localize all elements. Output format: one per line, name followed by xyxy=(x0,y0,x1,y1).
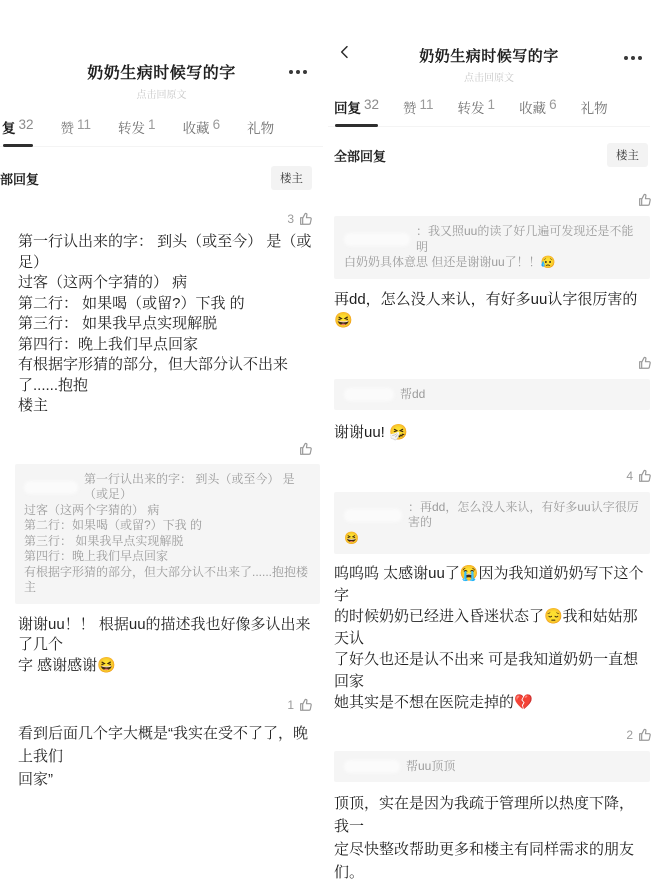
comment-line: 楼主 xyxy=(18,396,319,417)
comment-line: 谢谢uu！！ 根据uu的描述我也好像多认出来了几个 xyxy=(18,615,319,656)
back-to-post-link[interactable]: 点击回原文 xyxy=(328,69,650,84)
tab-count: 11 xyxy=(420,97,434,117)
comment-line: 顶顶，实在是因为我疏于管理所以热度下降，我一 xyxy=(334,792,648,838)
tab-label: 转发 xyxy=(458,97,485,117)
like-button[interactable] xyxy=(328,468,653,484)
tab-count: 1 xyxy=(488,97,496,117)
tab-count: 32 xyxy=(364,97,379,117)
more-icon[interactable] xyxy=(624,56,642,60)
quote-line: 有根据字形猜的部分，但大部分认不出来了......抱抱楼主 xyxy=(24,565,311,596)
comment xyxy=(0,211,323,417)
comment-line: 过客（这两个字猜的） 病 xyxy=(18,273,319,294)
quote-line: 😆 xyxy=(344,531,640,547)
like-count: 4 xyxy=(626,469,633,483)
like-count: 2 xyxy=(626,728,633,742)
blurred-username xyxy=(344,388,394,401)
blurred-username xyxy=(344,233,410,246)
tab-label: 礼物 xyxy=(247,117,274,137)
tab-replies[interactable] xyxy=(334,97,379,126)
comment-line: 第一行认出来的字： 到头（或至今） 是（或足） xyxy=(18,232,319,273)
thumbs-up-icon xyxy=(637,727,653,743)
owner-filter-badge[interactable]: 楼主 xyxy=(271,166,312,190)
comment-line: 字 感谢感谢😆 xyxy=(18,656,319,677)
tab-count: 11 xyxy=(77,117,91,137)
tab-likes[interactable] xyxy=(61,117,92,146)
more-icon[interactable] xyxy=(289,70,307,74)
like-button[interactable] xyxy=(0,211,323,227)
like-button[interactable] xyxy=(328,727,653,743)
tab-reposts[interactable] xyxy=(458,97,496,126)
like-button[interactable] xyxy=(328,192,653,208)
thumbs-up-icon xyxy=(637,192,653,208)
quote-line: 第三行： 如果我早点实现解脱 xyxy=(24,534,311,550)
quote-line: 帮dd xyxy=(400,387,425,403)
comment-line: 谢谢uu! 🤧 xyxy=(334,422,648,444)
comment-line: 她其实是不想在医院走掉的💔 xyxy=(334,692,648,714)
tab-label: 赞 xyxy=(61,117,75,137)
tab-gifts[interactable] xyxy=(247,117,277,146)
tab-label: 复 xyxy=(2,117,16,137)
comment-line: 的时候奶奶已经进入昏迷状态了😔我和姑姑那天认 xyxy=(334,606,648,649)
tab-count: 32 xyxy=(19,117,34,137)
quote-line: 帮uu顶顶 xyxy=(406,759,455,775)
blurred-username xyxy=(344,509,402,522)
comment-text xyxy=(0,722,323,791)
tab-label: 礼物 xyxy=(581,97,608,117)
all-replies-label: 全部回复 xyxy=(334,146,386,165)
back-icon[interactable] xyxy=(337,44,353,60)
like-count: 1 xyxy=(287,698,294,712)
tab-count: 1 xyxy=(148,117,156,137)
comment xyxy=(328,727,650,884)
comment-line: 第三行： 如果我早点实现解脱 xyxy=(18,314,319,335)
like-count: 3 xyxy=(287,212,294,226)
tab-favorites[interactable] xyxy=(519,97,557,126)
tab-reposts[interactable] xyxy=(118,117,156,146)
quote-line: ：我又照uu的读了好几遍可发现还是不能明 xyxy=(416,224,640,255)
tab-label: 赞 xyxy=(403,97,417,117)
comment xyxy=(328,192,650,332)
like-button[interactable] xyxy=(328,355,653,371)
left-screenshot-panel xyxy=(0,0,323,650)
like-button[interactable] xyxy=(0,441,323,457)
comment xyxy=(0,697,323,791)
quoted-comment[interactable] xyxy=(334,216,650,279)
comment-text xyxy=(328,792,650,884)
comment-line: 看到后面几个字大概是“我实在受不了了，晚上我们 xyxy=(18,722,319,768)
quote-line: 第一行认出来的字： 到头（或至今） 是（或足） xyxy=(84,472,311,503)
tab-label: 转发 xyxy=(118,117,145,137)
left-header xyxy=(0,0,323,101)
comment-line: 再dd，怎么没人来认，有好多uu认字很厉害的😆 xyxy=(334,289,648,332)
owner-filter-badge[interactable]: 楼主 xyxy=(607,143,648,167)
thumbs-up-icon xyxy=(298,211,314,227)
quoted-comment[interactable] xyxy=(334,751,650,783)
quote-line: 过客（这两个字猜的） 病 xyxy=(24,503,311,519)
quoted-comment[interactable] xyxy=(15,464,320,604)
comment-line: 回家” xyxy=(18,768,319,791)
all-replies-row xyxy=(0,166,323,190)
comment xyxy=(328,355,650,444)
tab-likes[interactable] xyxy=(403,97,434,126)
comment-text xyxy=(0,615,323,677)
quote-line: 白奶奶具体意思 但还是谢谢uu了！！😥 xyxy=(344,255,640,271)
tab-replies[interactable] xyxy=(2,117,34,146)
page-title: 奶奶生病时候写的字 xyxy=(328,45,650,66)
quote-line: 第二行：如果喝（或留?）下我 的 xyxy=(24,518,311,534)
comment-line: 定尽快整改帮助更多和楼主有同样需求的朋友们。 xyxy=(334,838,648,884)
page-title: 奶奶生病时候写的字 xyxy=(0,60,323,83)
blurred-username xyxy=(24,481,78,494)
like-button[interactable] xyxy=(0,697,323,713)
tab-count: 6 xyxy=(549,97,557,117)
tab-gifts[interactable] xyxy=(581,97,611,126)
blurred-username xyxy=(344,760,400,773)
thumbs-up-icon xyxy=(637,468,653,484)
tab-label: 收藏 xyxy=(519,97,546,117)
comment-text xyxy=(0,232,323,417)
back-to-post-link[interactable]: 点击回原文 xyxy=(0,86,323,101)
tab-count: 6 xyxy=(213,117,221,137)
all-replies-label: 部回复 xyxy=(0,169,39,188)
all-replies-row xyxy=(328,143,650,167)
comment-text xyxy=(328,563,650,714)
comment xyxy=(0,441,323,677)
comment-line: 有根据字形猜的部分，但大部分认不出来了......抱抱 xyxy=(18,355,319,396)
quote-line: 第四行：晚上我们早点回家 xyxy=(24,549,311,565)
quoted-comment[interactable] xyxy=(334,492,650,555)
tab-label: 回复 xyxy=(334,97,361,117)
tab-label: 收藏 xyxy=(183,117,210,137)
tab-bar xyxy=(328,97,650,127)
comment-line: 第四行：晚上我们早点回家 xyxy=(18,335,319,356)
thumbs-up-icon xyxy=(637,355,653,371)
comment-line: 第二行： 如果喝（或留?）下我 的 xyxy=(18,294,319,315)
comment-line: 呜呜呜 太感谢uu了😭因为我知道奶奶写下这个字 xyxy=(334,563,648,606)
thumbs-up-icon xyxy=(298,441,314,457)
thumbs-up-icon xyxy=(298,697,314,713)
right-screenshot-panel xyxy=(328,0,650,650)
comment-text xyxy=(328,422,650,444)
comment-text xyxy=(328,289,650,332)
comment-line: 了好久也还是认不出来 可是我知道奶奶一直想回家 xyxy=(334,649,648,692)
comment xyxy=(328,468,650,714)
quote-line: ：再dd，怎么没人来认，有好多uu认字很厉害的 xyxy=(408,500,640,531)
tab-favorites[interactable] xyxy=(183,117,221,146)
tab-bar xyxy=(0,117,323,147)
right-header xyxy=(328,0,650,84)
quoted-comment[interactable] xyxy=(334,379,650,411)
